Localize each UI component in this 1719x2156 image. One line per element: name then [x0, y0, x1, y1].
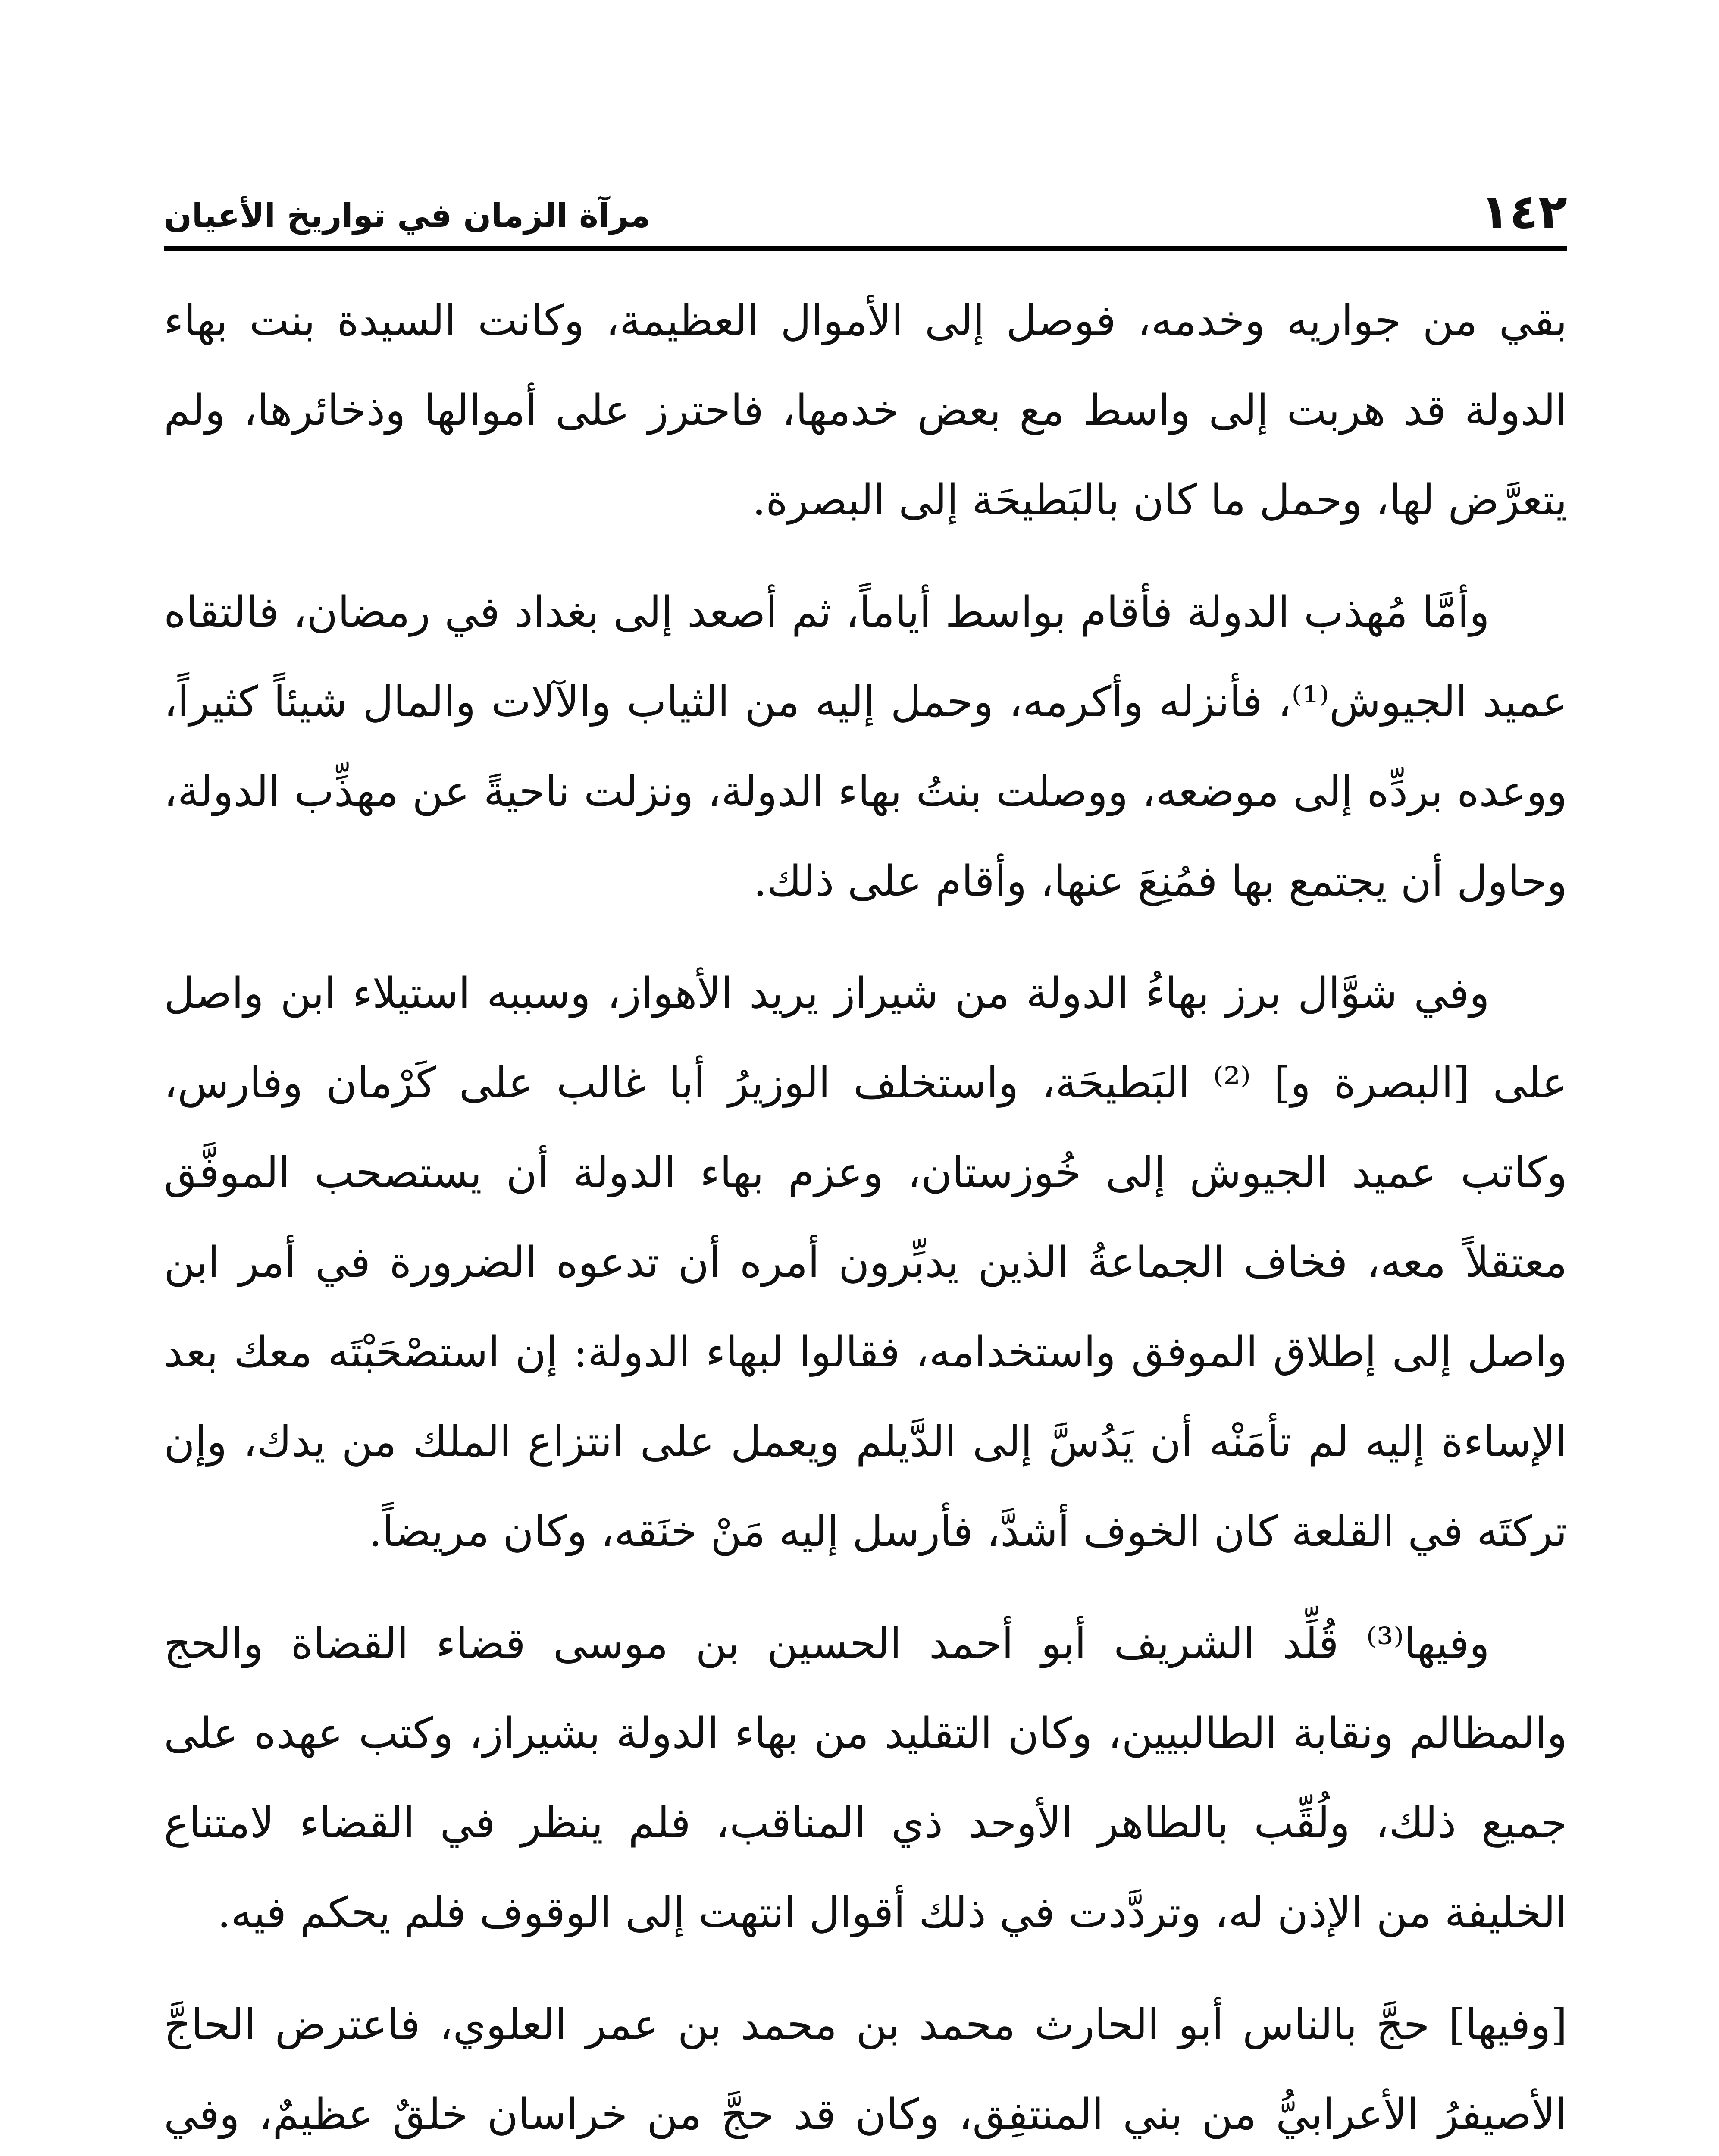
page-number: ١٤٢	[1480, 184, 1567, 239]
paragraph-3: وفي شوَّال برز بهاءُ الدولة من شيراز يريد الأهواز، وسببه استيلاء ابن واصل على [البصرة و] ⁽²⁾ البَطيحَة، واستخلف الوزيرُ أبا غالب على كَرْمان وفارس، وكاتب عميد الجيوش إلى خُوزستان، وعزم بهاء الدولة أن يستصحب الموفَّق معتقلاً معه، فخاف الجماعةُ الذين يدبِّرون أمره أن تدعوه الضرورة في أمر ابن واصل إلى إطلاق الموفق واستخدامه، فقالوا لبهاء الدولة: إن استصْحَبْتَه معك بعد الإساءة إليه لم تأمَنْه أن يَدُسَّ إلى الدَّيلم ويعمل على انتزاع الملك من يدك، وإن تركتَه في القلعة كان الخوف أشدَّ، فأرسل إليه مَنْ خنَقه، وكان مريضاً.	[164, 969, 1567, 1556]
paragraph-1: بقي من جواريه وخدمه، فوصل إلى الأموال العظيمة، وكانت السيدة بنت بهاء الدولة قد هربت إلى واسط مع بعض خدمها، فاحترز على أموالها وذخائرها، ولم يتعرَّض لها، وحمل ما كان بالبَطيحَة إلى البصرة.	[164, 296, 1567, 525]
header-rule	[164, 246, 1567, 251]
book-page	[164, 0, 1567, 2156]
book-title: مرآة الزمان في تواريخ الأعيان	[164, 196, 651, 235]
paragraph-2: وأمَّا مُهذب الدولة فأقام بواسط أياماً، ثم أصعد إلى بغداد في رمضان، فالتقاه عميد الجيوش⁽¹⁾، فأنزله وأكرمه، وحمل إليه من الثياب والآلات والمال شيئاً كثيراً، ووعده بردِّه إلى موضعه، ووصلت بنتُ بهاء الدولة، ونزلت ناحيةً عن مهذِّب الدولة، وحاول أن يجتمع بها فمُنِعَ عنها، وأقام على ذلك.	[164, 588, 1567, 906]
main-text	[164, 276, 1567, 2156]
paragraph-4: وفيها⁽³⁾ قُلِّد الشريف أبو أحمد الحسين بن موسى قضاء القضاة والحج والمظالم ونقابة الطالبيين، وكان التقليد من بهاء الدولة بشيراز، وكتب عهده على جميع ذلك، ولُقِّب بالطاهر الأوحد ذي المناقب، فلم ينظر في القضاء لامتناع الخليفة من الإذن له، وتردَّدت في ذلك أقوال انتهت إلى الوقوف فلم يحكم فيه.	[164, 1619, 1567, 1937]
paragraph-5: [وفيها] حجَّ بالناس أبو الحارث محمد بن محمد بن عمر العلوي، فاعترض الحاجَّ الأصيفرُ الأعرابيُّ من بني المنتفِق، وكان قد حجَّ من خراسان خلقٌ عظيمٌ، وفي	[164, 2000, 1567, 2139]
running-header	[164, 164, 1567, 241]
